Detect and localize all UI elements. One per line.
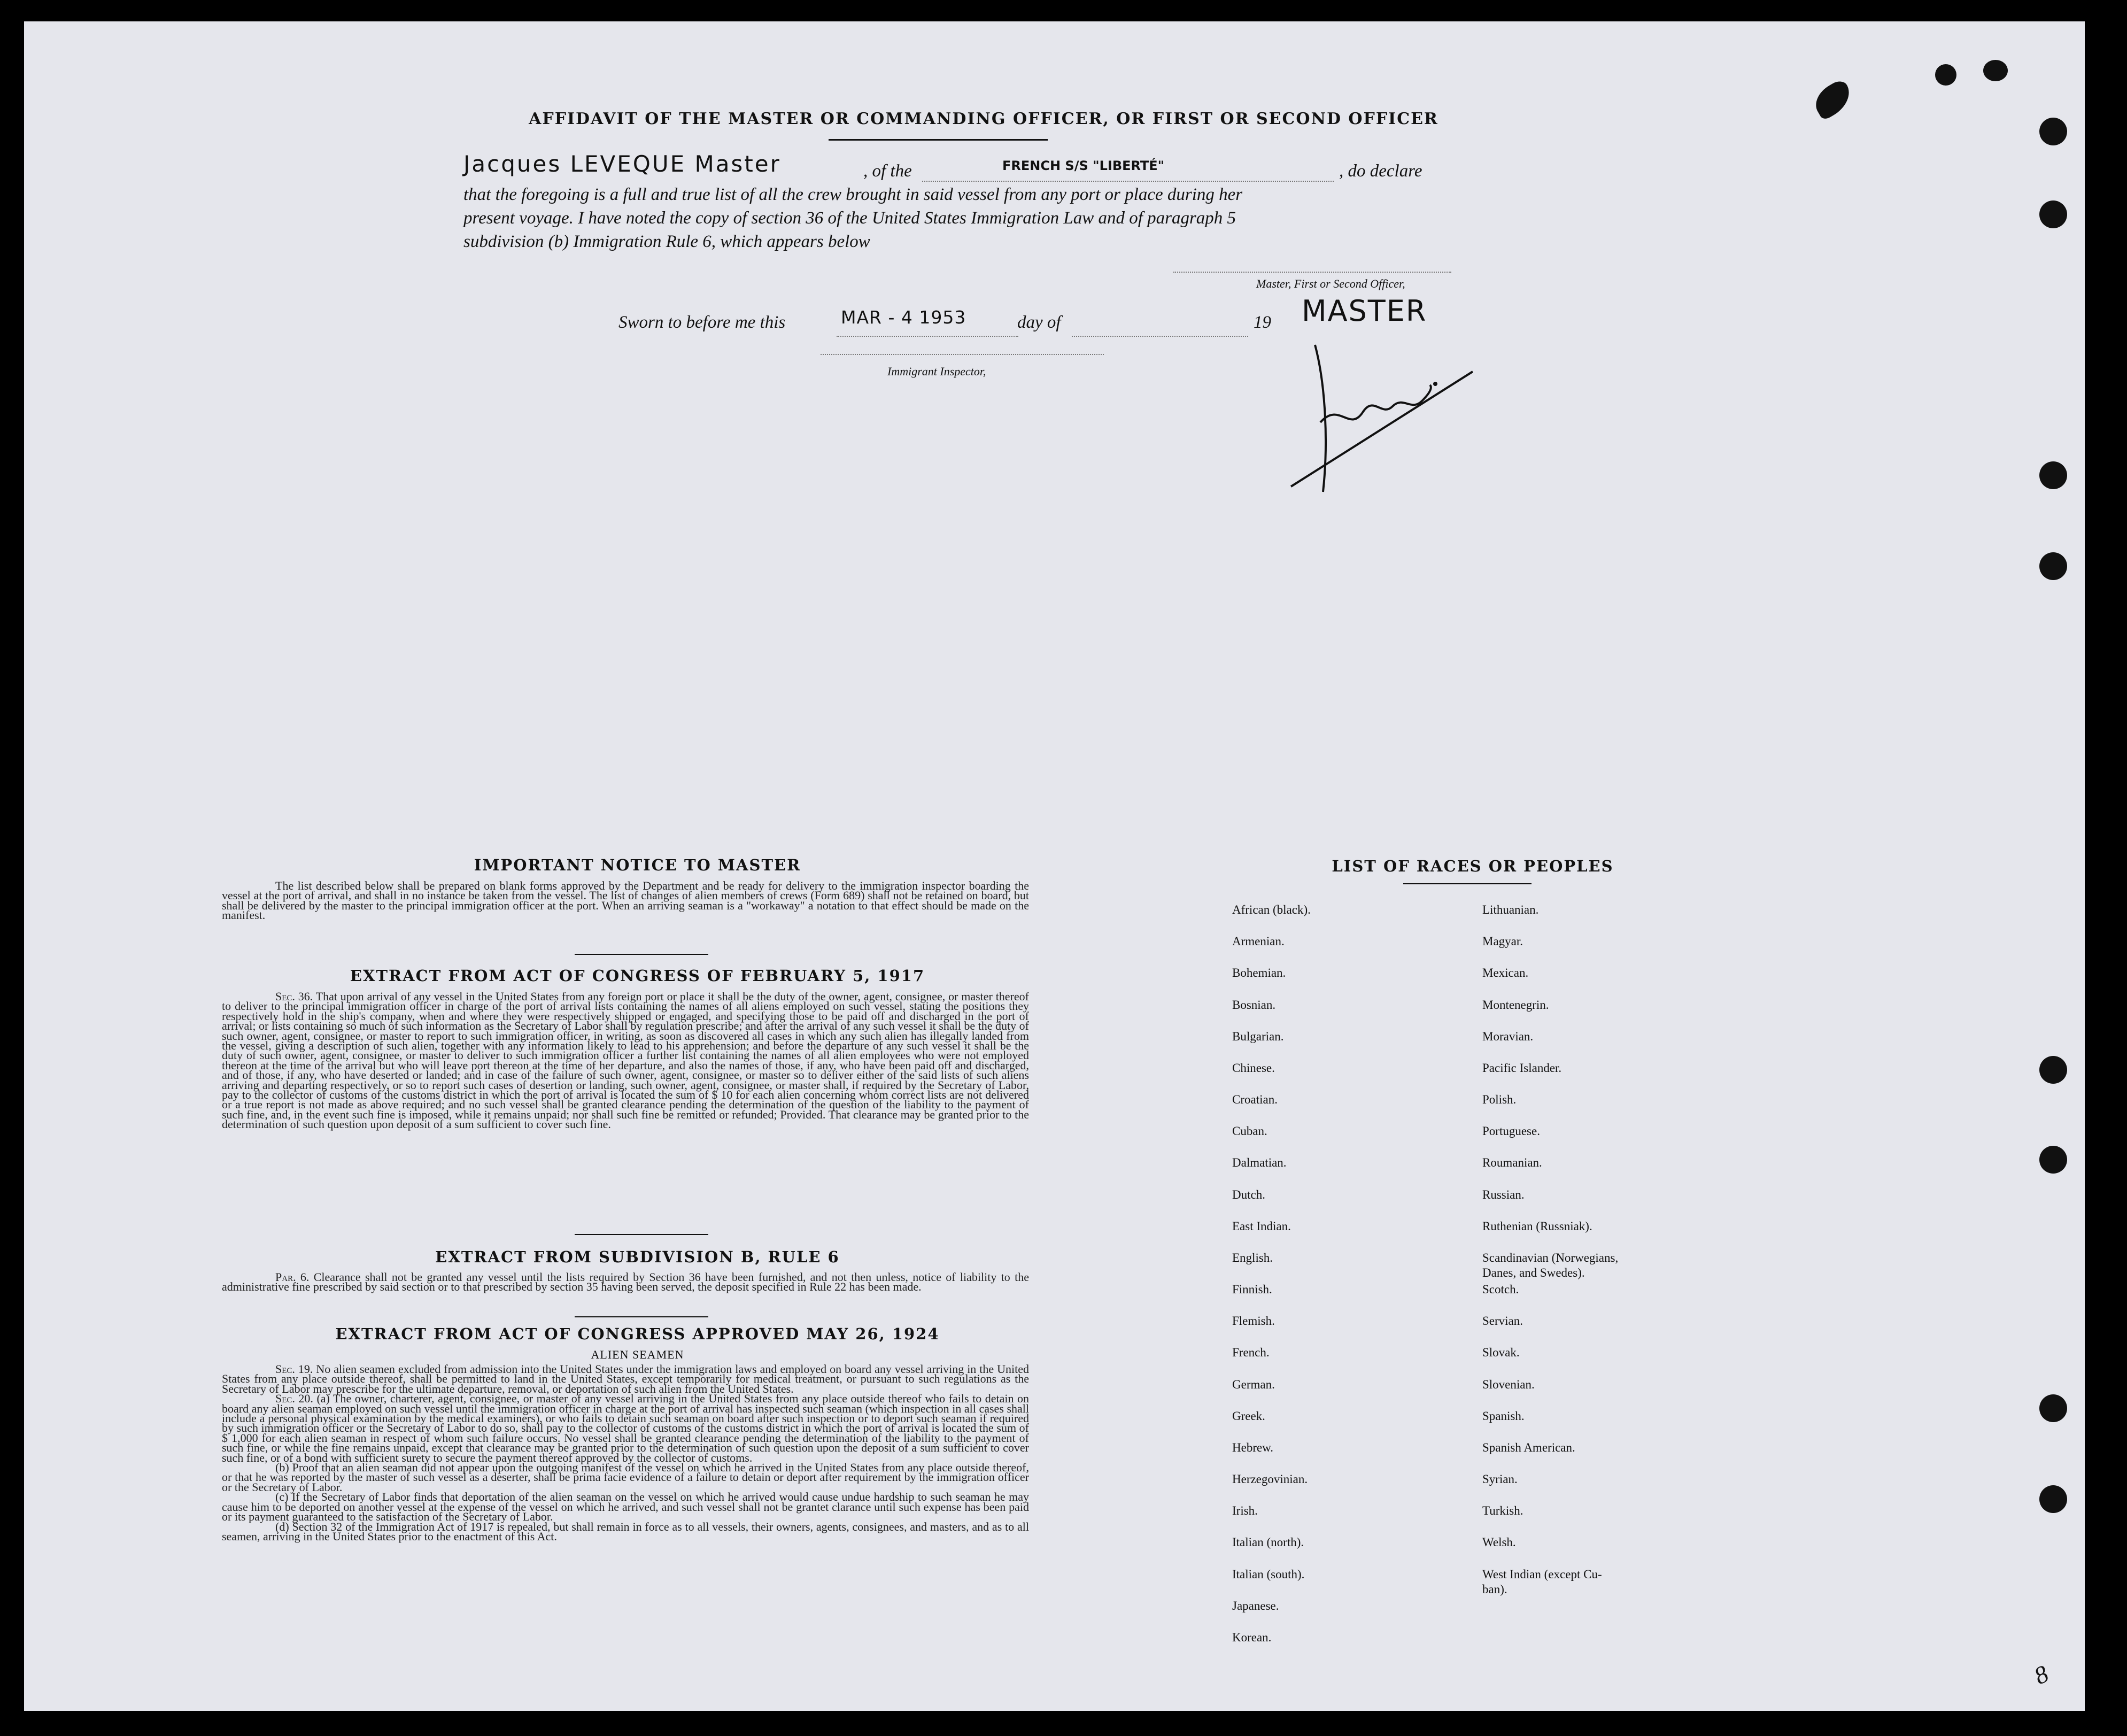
race-item: Flemish. xyxy=(1232,1314,1275,1328)
races-right-column xyxy=(1482,902,1712,1662)
ink-blot xyxy=(1809,78,1857,121)
race-item: Ruthenian (Russniak). xyxy=(1482,1220,1592,1233)
race-item: Armenian. xyxy=(1232,935,1285,948)
master-name: Jacques LEVEQUE Master xyxy=(463,151,781,177)
notice-text: The list described below shall be prepared on blank forms approved by the Department and be ready for delivery to the immigration inspector boarding the vessel at the port of arrival, and shall in no instance be taken from the vessel. The list of changes of alien members of crews (Form 689) shall not be retained on board, but shall be delivered by the master to the principal immigration officer at the port. When an arriving seaman is a "workaway" a notation to that effect should be made on the manifest. xyxy=(222,879,1029,922)
race-item: Korean. xyxy=(1232,1631,1272,1644)
race-item: Cuban. xyxy=(1232,1124,1267,1138)
affidavit-line-4: subdivision (b) Immigration Rule 6, which appears below xyxy=(463,232,870,251)
race-item: Scotch. xyxy=(1482,1283,1519,1296)
affidavit-line-3: present voyage. I have noted the copy of section 36 of the United States Immigration Law and of paragraph 5 xyxy=(463,209,1236,228)
sworn-day-line xyxy=(837,336,1018,337)
race-item: Bulgarian. xyxy=(1232,1030,1284,1043)
inspector-line xyxy=(821,354,1104,355)
ink-blot xyxy=(1935,64,1956,86)
affidavit-heading: AFFIDAVIT OF THE MASTER OR COMMANDING OFFICER, OR FIRST OR SECOND OFFICER xyxy=(529,110,1438,128)
punch-hole xyxy=(2039,552,2067,580)
punch-hole xyxy=(2039,200,2067,228)
officer-label: Master, First or Second Officer, xyxy=(1256,277,1405,290)
sec20d-text: (d) Section 32 of the Immigration Act of 1917 is repealed, but shall remain in force as to all vessels, their owners, agents, consignees, and masters, and as to all seamen, arriving in the United States prior to the enactment of this Act. xyxy=(222,1519,1029,1543)
heading-rule xyxy=(829,139,1048,141)
race-item: Polish. xyxy=(1482,1093,1517,1106)
notice-title: IMPORTANT NOTICE TO MASTER xyxy=(474,856,801,874)
sec20a-text: (a) The owner, charterer, agent, consignee, or master of any vessel arriving in the United States from any place outside thereof who fails to detain on board any alien seaman employed on such vessel until the immigration officer in charge at the port of arrival has inspected such seaman (which inspection in all cases shall include a personal physical examination by the medical examiners), or who fails to detain such seaman on board after such inspection or to deport such seaman if required by such immigration officer or the Secretary of Labor to do so, shall pay to the collector of customs of the customs district in which the port of arrival is located the sum of $ 1,000 for each alien seaman in respect of whom such failure occurs. No vessel shall be granted clearance pending the determination of the liability to the payment of such fine, or while the fine remains unpaid, except that clearance may be granted prior to the determination of such question upon the deposit of a sum sufficient to cover such fine, or of a bond with sufficient surety to secure the payment thereof approved by the collector of customs. xyxy=(222,1392,1030,1464)
extract-1917-title: EXTRACT FROM ACT OF CONGRESS OF FEBRUARY 5, 1917 xyxy=(350,967,925,985)
race-item: Turkish. xyxy=(1482,1504,1523,1517)
race-item: Mexican. xyxy=(1482,966,1529,979)
race-item: Dalmatian. xyxy=(1232,1156,1287,1169)
race-item: Moravian. xyxy=(1482,1030,1534,1043)
extract-1917-rule xyxy=(575,1234,708,1235)
races-title: LIST OF RACES OR PEOPLES xyxy=(1332,857,1614,875)
race-item: Magyar. xyxy=(1482,935,1523,948)
race-item: Hebrew. xyxy=(1232,1441,1274,1454)
officer-line xyxy=(1173,272,1451,273)
sec20c-paragraph xyxy=(222,1492,1029,1522)
races-title-rule xyxy=(1403,883,1532,884)
race-item: French. xyxy=(1232,1346,1270,1359)
sec20-label: Sec. 20. xyxy=(275,1392,313,1406)
race-item: German. xyxy=(1232,1378,1275,1391)
sec20b-text: (b) Proof that an alien seaman did not appear upon the outgoing manifest of the vessel on which he arrived in the United States from any place outside thereof, or that he was reported by the master of such vessel as a deserter, shall be prima facie evidence of a failure to detain or deport after requirement by the immigration officer or the Secretary of Labor. xyxy=(222,1461,1029,1494)
race-item: Chinese. xyxy=(1232,1061,1275,1075)
master-stamp: MASTER xyxy=(1302,294,1427,328)
race-item: East Indian. xyxy=(1232,1220,1291,1233)
race-item: Bohemian. xyxy=(1232,966,1286,979)
sec19-label: Sec. 19. xyxy=(275,1362,313,1376)
alien-seamen-subtitle: ALIEN SEAMEN xyxy=(591,1348,684,1361)
race-item: Irish. xyxy=(1232,1504,1258,1517)
punch-hole xyxy=(2039,461,2067,489)
race-item: Bosnian. xyxy=(1232,998,1276,1012)
sworn-label: Sworn to before me this xyxy=(618,313,786,332)
master-signature xyxy=(1270,321,1483,508)
page-mark: 8 xyxy=(2030,1660,2053,1690)
document-page xyxy=(24,21,2085,1711)
month-line xyxy=(1072,336,1248,337)
race-item: Montenegrin. xyxy=(1482,998,1549,1012)
notice-body xyxy=(222,881,1029,921)
race-item: Welsh. xyxy=(1482,1536,1516,1549)
extract-1924-body xyxy=(222,1364,1029,1541)
notice-rule xyxy=(575,954,708,955)
extract-rule6-par: Par. 6. xyxy=(275,1270,310,1284)
do-declare-label: , do declare xyxy=(1339,161,1422,181)
of-the-label: , of the xyxy=(863,161,912,181)
race-item: Slovenian. xyxy=(1482,1378,1535,1391)
extract-1917-text: That upon arrival of any vessel in the United States from any foreign port or place it shall be the duty of the owner, agent, consignee, or master thereof to deliver to the principal immigration officer in charge of the port of arrival lists containing the names of all aliens employed on such vessel, stating the positions they respectively hold in the ship's company, when and where they were respectively shipped or engaged, and specifying those to be paid off and discharged in the port of arrival; or lists containing so much of such information as the Secretary of Labor shall by regulation prescribe; and after the arrival of any such vessel it shall be the duty of such owner, agent, consignee, or master to report to such immigration officer, in writing, as soon as discovered all cases in which any such alien has illegally landed from the vessel, giving a description of such alien, together with any information likely to lead to his apprehension; and before the departure of any such vessel it shall be the duty of such owner, agent, consignee, or master to deliver to such immigration officer a further list containing the names of all alien employees who were not employed thereon at the time of the arrival but who will leave port thereon at the time of her departure, and also the names of those, if any, who have been paid off and discharged, and of those, if any, who have deserted or landed; and in case of the failure of such owner, agent, consignee, or master so to deliver either of the said lists of such aliens arriving and departing respectively, or so to report such cases of desertion or landing, such owner, agent, consignee, or master shall, if required by the Secretary of Labor, pay to the collector of customs of the customs district in which the port of arrival is located the sum of $ 10 for each alien concerning whom correct lists are not delivered or a true report is not made as above required; and no such vessel shall be granted clearance pending the determination of the question of the liability to the payment of such fine, and, in the event such fine is imposed, while it remains unpaid; nor shall such fine be remitted or refunded; Provided. That clearance may be granted prior to the determination of such question upon deposit of a sum sufficient to cover such fine. xyxy=(222,990,1029,1131)
sec19-paragraph xyxy=(222,1364,1029,1394)
day-of-label: day of xyxy=(1017,313,1061,332)
sec19-text: No alien seamen excluded from admission into the United States under the immigration laws and employed on board any vessel arriving in the United States from any place outside thereof, shall be permitted to land in the United States, except temporarily for medical treatment, or pursuant to such regulations as the Secretary of Labor may prescribe for the ultimate departure, removal, or deportation of such alien from the United States. xyxy=(222,1362,1030,1395)
vessel-name: FRENCH S/S "LIBERTÉ" xyxy=(1002,158,1165,173)
race-item: African (black). xyxy=(1232,903,1311,916)
year-prefix: 19 xyxy=(1254,313,1271,332)
race-item: Dutch. xyxy=(1232,1188,1265,1201)
race-item: Slovak. xyxy=(1482,1346,1520,1359)
race-item: Roumanian. xyxy=(1482,1156,1542,1169)
race-item: Spanish. xyxy=(1482,1409,1525,1423)
race-item: Portuguese. xyxy=(1482,1124,1540,1138)
race-item: Syrian. xyxy=(1482,1472,1518,1486)
sec20b-paragraph xyxy=(222,1463,1029,1492)
race-item: English. xyxy=(1232,1251,1273,1264)
punch-hole xyxy=(2039,1146,2067,1174)
punch-hole xyxy=(2039,1485,2067,1513)
extract-rule6-rule xyxy=(575,1316,708,1317)
race-item: Finnish. xyxy=(1232,1283,1272,1296)
inspector-label: Immigrant Inspector, xyxy=(887,365,986,378)
punch-hole xyxy=(2039,1394,2067,1422)
extract-1917-sec: Sec. 36. xyxy=(275,990,313,1003)
race-item: Japanese. xyxy=(1232,1599,1279,1612)
race-item: Lithuanian. xyxy=(1482,903,1539,916)
sec20a-paragraph xyxy=(222,1394,1029,1463)
ink-blot xyxy=(1983,60,2008,81)
race-item: Pacific Islander. xyxy=(1482,1061,1562,1075)
extract-rule6-body xyxy=(222,1272,1029,1292)
extract-rule6-text: Clearance shall not be granted any vessel until the lists required by Section 36 have been furnished, and not then unless, notice of liability to the administrative fine prescribed by said section or to that prescribed by section 35 having been served, the deposit specified in Rule 22 has been made. xyxy=(222,1270,1030,1294)
race-item: West Indian (except Cu- ban). xyxy=(1482,1568,1602,1596)
extract-rule6-title: EXTRACT FROM SUBDIVISION B, RULE 6 xyxy=(435,1248,840,1266)
punch-hole xyxy=(2039,118,2067,145)
date-stamp: MAR - 4 1953 xyxy=(841,307,966,328)
extract-1924-title: EXTRACT FROM ACT OF CONGRESS APPROVED MAY 26, 1924 xyxy=(335,1325,940,1343)
race-item: Russian. xyxy=(1482,1188,1525,1201)
sec20d-paragraph xyxy=(222,1519,1029,1543)
race-item: Spanish American. xyxy=(1482,1441,1575,1454)
race-item: Croatian. xyxy=(1232,1093,1278,1106)
vessel-line xyxy=(922,181,1334,182)
race-item: Italian (north). xyxy=(1232,1536,1304,1549)
race-item: Scandinavian (Norwegians, Danes, and Swedes). xyxy=(1482,1251,1619,1279)
race-item: Greek. xyxy=(1232,1409,1265,1423)
extract-1917-body xyxy=(222,992,1029,1130)
punch-hole xyxy=(2039,1056,2067,1084)
race-item: Italian (south). xyxy=(1232,1568,1305,1581)
affidavit-line-2: that the foregoing is a full and true list of all the crew brought in said vessel from any port or place during her xyxy=(463,185,1243,204)
race-item: Herzegovinian. xyxy=(1232,1472,1308,1486)
sec20c-text: (c) If the Secretary of Labor finds that deportation of the alien seaman on the vessel on which he arrived would cause undue hardship to such seaman he may cause him to be deported on another vessel at the expense of the vessel on which he arrived, and such vessel shall not be grantet clarance until such expense has been paid or its payment guaranteed to the satisfaction of the Secretary of Labor. xyxy=(222,1490,1029,1524)
races-left-column xyxy=(1232,902,1462,1662)
race-item: Servian. xyxy=(1482,1314,1523,1328)
